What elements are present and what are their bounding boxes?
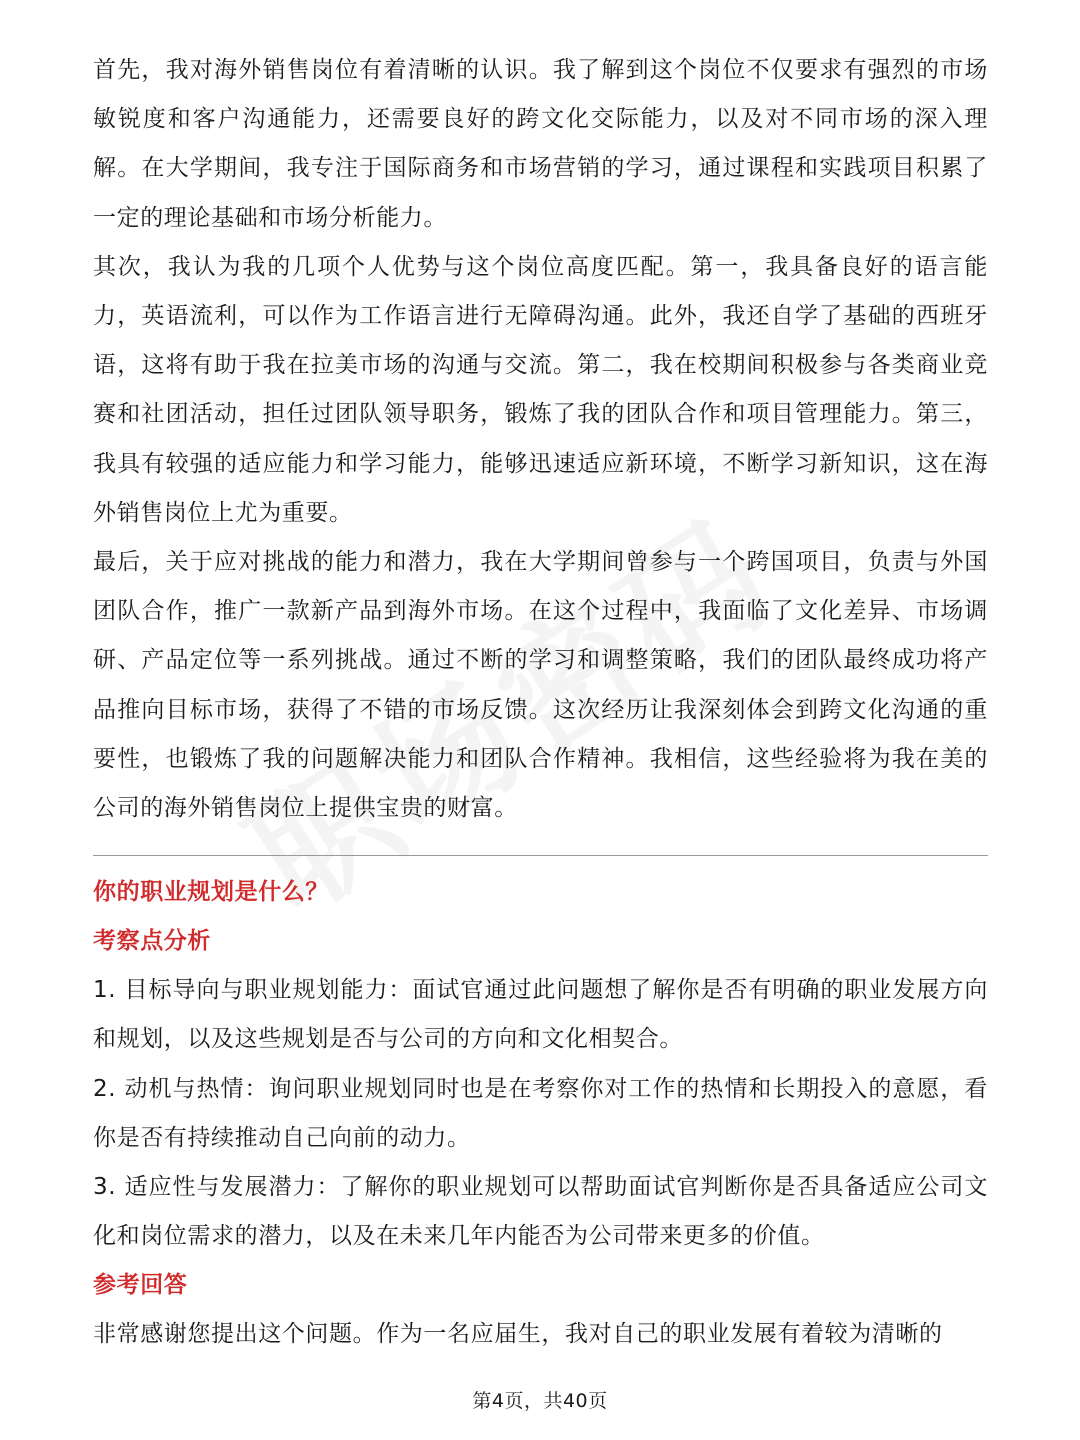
paragraph-challenges: 最后，关于应对挑战的能力和潜力，我在大学期间曾参与一个跨国项目，负责与外国团队合作，推广一款新产品到海外市场。在这个过程中，我面临了文化差异、市场调研、产品定位等一系列挑战。通过不断的学习和调整策略，我们的团队最终成功将产品推向目标市场，获得了不错的市场反馈。这次经历让我深刻体会到跨文化沟通的重要性，也锻炼了我的问题解决能力和团队合作精神。我相信，这些经验将为我在美的公司的海外销售岗位上提供宝贵的财富。 [93,549,988,822]
reference-answer-start: 非常感谢您提出这个问题。作为一名应届生，我对自己的职业发展有着较为清晰的 [93,1321,943,1348]
paragraph-understanding: 首先，我对海外销售岗位有着清晰的认识。我了解到这个岗位不仅要求有强烈的市场敏锐度和客户沟通能力，还需要良好的跨文化交际能力，以及对不同市场的深入理解。在大学期间，我专注于国际商务和市场营销的学习，通过课程和实践项目积累了一定的理论基础和市场分析能力。 [93,57,988,231]
page-number: 第4页，共40页 [472,1390,608,1412]
document-page [93,46,988,1360]
analysis-heading: 考察点分析 [93,928,211,955]
reference-heading: 参考回答 [93,1272,188,1299]
analysis-item: 1. 目标导向与职业规划能力：面试官通过此问题想了解你是否有明确的职业发展方向和规划，以及这些规划是否与公司的方向和文化相契合。 [93,977,988,1053]
analysis-item: 2. 动机与热情：询问职业规划同时也是在考察你对工作的热情和长期投入的意愿，看你是否有持续推动自己向前的动力。 [93,1075,988,1151]
analysis-item: 3. 适应性与发展潜力：了解你的职业规划可以帮助面试官判断你是否具备适应公司文化和岗位需求的潜力，以及在未来几年内能否为公司带来更多的价值。 [93,1174,988,1250]
section-divider [93,855,988,856]
paragraph-strengths: 其次，我认为我的几项个人优势与这个岗位高度匹配。第一，我具备良好的语言能力，英语流利，可以作为工作语言进行无障碍沟通。此外，我还自学了基础的西班牙语，这将有助于我在拉美市场的沟通与交流。第二，我在校期间积极参与各类商业竞赛和社团活动，担任过团队领导职务，锻炼了我的团队合作和项目管理能力。第三，我具有较强的适应能力和学习能力，能够迅速适应新环境，不断学习新知识，这在海外销售岗位上尤为重要。 [93,253,988,526]
question-title: 你的职业规划是什么？ [93,879,329,906]
